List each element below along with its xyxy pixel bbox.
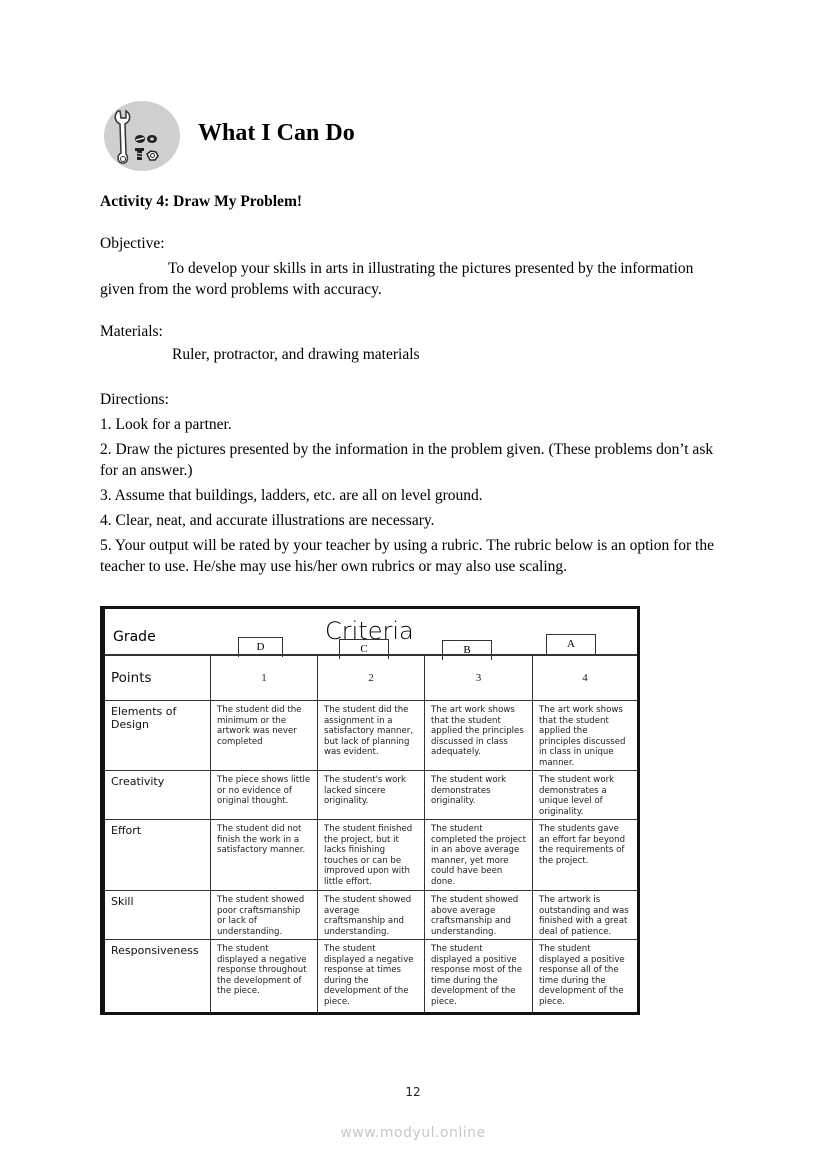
direction-item: 4. Clear, neat, and accurate illustrations are necessary. [100, 512, 435, 529]
rubric-cell: The student did not finish the work in a satisfactory manner. [211, 820, 318, 891]
activity-title: Activity 4: Draw My Problem! [100, 193, 303, 210]
grade-b: B [442, 640, 492, 660]
criterion-label: Creativity [105, 771, 211, 820]
rubric-points-row [105, 656, 637, 701]
rubric-cell: The student showed above average craftsmanship and understanding. [425, 891, 533, 940]
watermark: www.modyul.online [340, 1125, 486, 1141]
rubric-cell: The piece shows little or no evidence of original thought. [211, 771, 318, 820]
points-value: 1 [211, 656, 318, 701]
rubric-cell: The art work shows that the student applied the principles discussed in class in unique manner. [533, 701, 637, 771]
direction-item: 5. Your output will be rated by your teacher by using a rubric. The rubric below is an option for the teacher to use. He/she may use his/her own rubrics or may also use scaling. [100, 537, 714, 575]
rubric-cell: The student's work lacked sincere originality. [318, 771, 425, 820]
rubric-row-elements-of-design [105, 701, 637, 771]
criterion-label: Elements of Design [105, 701, 211, 771]
criterion-label: Skill [105, 891, 211, 940]
rubric-grade-row [105, 609, 637, 656]
rubric-row-creativity [105, 771, 637, 820]
rubric-cell: The student completed the project in an above average manner, yet more could have been done. [425, 820, 533, 891]
grade-label: Grade [113, 629, 156, 645]
criterion-label: Responsiveness [105, 940, 211, 1012]
rubric-table [100, 606, 640, 1015]
rubric-cell: The art work shows that the student applied the principles discussed in class adequately. [425, 701, 533, 771]
direction-item: 1. Look for a partner. [100, 416, 232, 433]
rubric-cell: The students gave an effort far beyond the requirements of the project. [533, 820, 637, 891]
rubric-cell: The student finished the project, but it lacks finishing touches or can be improved upon with little effort. [318, 820, 425, 891]
rubric-row-skill [105, 891, 637, 940]
directions-label: Directions: [100, 391, 169, 408]
rubric-cell: The artwork is outstanding and was finished with a great deal of patience. [533, 891, 637, 940]
rubric-cell: The student displayed a positive response most of the time during the development of the piece. [425, 940, 533, 1012]
materials-label: Materials: [100, 323, 163, 340]
rubric-cell: The student displayed a negative response throughout the development of the piece. [211, 940, 318, 1012]
direction-item: 2. Draw the pictures presented by the information in the problem given. (These problems don’t ask for an answer.) [100, 441, 714, 479]
rubric-cell: The student showed poor craftsmanship or lack of understanding. [211, 891, 318, 940]
rubric-cell: The student work demonstrates a unique level of originality. [533, 771, 637, 820]
rubric-cell: The student showed average craftsmanship and understanding. [318, 891, 425, 940]
rubric-cell: The student did the assignment in a satisfactory manner, but lack of planning was evident. [318, 701, 425, 771]
rubric-cell: The student work demonstrates originality. [425, 771, 533, 820]
objective-label: Objective: [100, 235, 165, 252]
criterion-label: Effort [105, 820, 211, 891]
section-title: What I Can Do [198, 120, 355, 146]
grade-a: A [546, 634, 596, 654]
section-header [104, 101, 180, 171]
criteria-label: Criteria [325, 617, 414, 645]
rubric-cell: The student displayed a negative response at times during the development of the piece. [318, 940, 425, 1012]
grade-c: C [339, 639, 389, 659]
points-value: 3 [425, 656, 533, 701]
objective-text: To develop your skills in arts in illustrating the pictures presented by the information given from the word problems with accuracy. [100, 260, 694, 298]
directions-list [100, 389, 732, 581]
rubric-cell: The student displayed a positive response all of the time during the development of the piece. [539, 944, 625, 1007]
points-label: Points [105, 656, 211, 701]
rubric-row-responsiveness [105, 940, 637, 1012]
rubric-cell: The student did the minimum or the artwork was never completed [211, 701, 318, 771]
rubric-row-effort [105, 820, 637, 891]
grade-d: D [238, 637, 283, 657]
materials-text: Ruler, protractor, and drawing materials [172, 346, 420, 363]
points-value: 2 [318, 656, 425, 701]
points-value: 4 [533, 656, 637, 701]
direction-item: 3. Assume that buildings, ladders, etc. are all on level ground. [100, 487, 483, 504]
page-number: 12 [405, 1085, 421, 1099]
wrench-nuts-bolts-icon [104, 101, 180, 171]
